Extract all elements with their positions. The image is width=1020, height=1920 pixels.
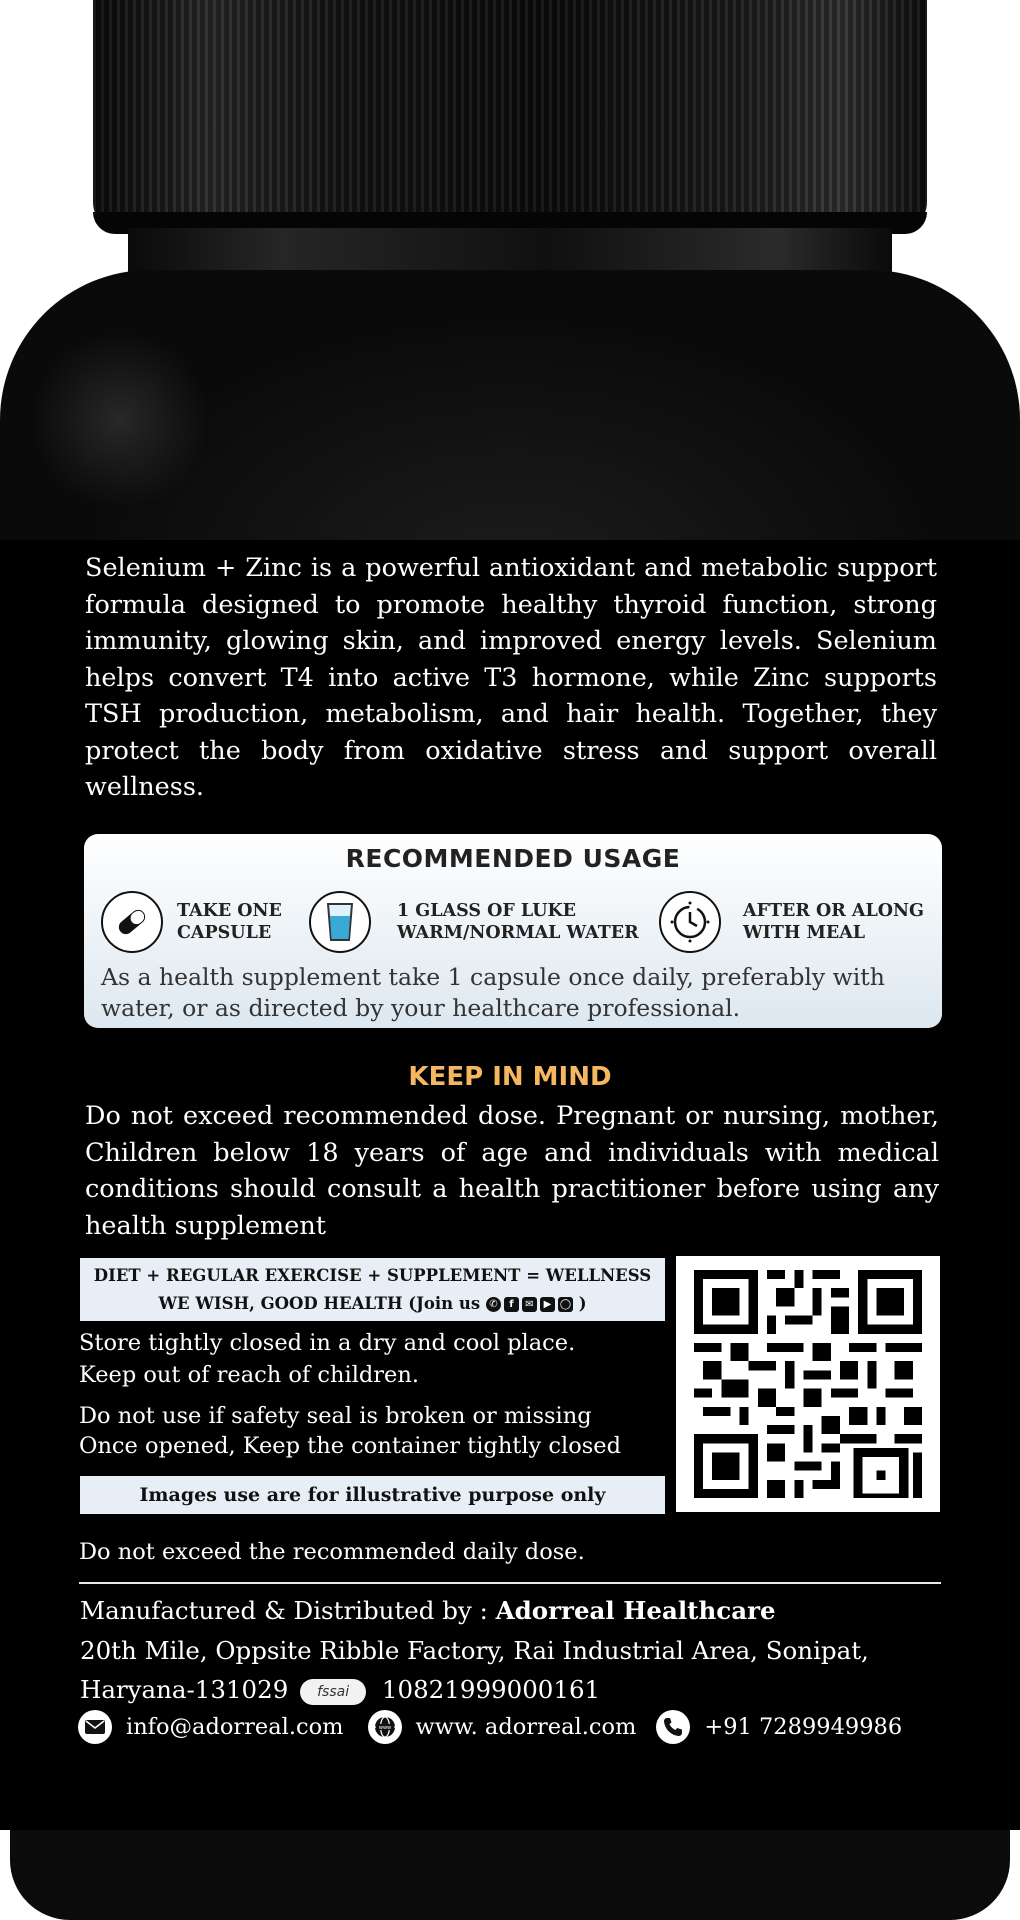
instagram-icon: ◯: [559, 1299, 572, 1310]
storage-line: Keep out of reach of children.: [79, 1362, 420, 1388]
manufacturer-line: [80, 1594, 776, 1628]
dose-warning: Do not exceed the recommended daily dose.: [79, 1539, 585, 1565]
manufacturer-label: Manufactured & Distributed by :: [80, 1596, 488, 1625]
svg-text:www: www: [378, 1725, 391, 1732]
usage-item-meal: [659, 891, 924, 953]
usage-description: As a health supplement take 1 capsule once daily, preferably with water, or as directed by your healthcare professional.: [101, 963, 885, 1022]
water-glass-icon: [309, 891, 371, 953]
motto-line1: DIET + REGULAR EXERCISE + SUPPLEMENT = WELLNESS: [93, 1266, 652, 1285]
manufacturer-address: 20th Mile, Oppsite Ribble Factory, Rai Industrial Area, Sonipat,: [80, 1636, 869, 1665]
mail-icon: ✉: [522, 1297, 537, 1312]
qr-code: [676, 1256, 940, 1512]
contact-phone[interactable]: [656, 1710, 902, 1744]
social-icons: [486, 1297, 573, 1312]
usage-item-capsule: [101, 891, 282, 953]
wellness-motto: [80, 1258, 665, 1321]
fssai-license-number: 10821999000161: [381, 1675, 601, 1704]
usage-item-line2: CAPSULE: [177, 923, 272, 943]
contact-email[interactable]: [78, 1710, 344, 1744]
product-description: Selenium + Zinc is a powerful antioxidant and metabolic support formula designed to promote healthy thyroid function, strong immunity, glowing skin, and improved energy levels. Selenium helps convert T4 into active T3 hormone, while Zinc supports TSH production, metabolism, and hair health. Together, they protect the body from oxidative stress and support overall wellness.: [85, 553, 937, 802]
usage-item-water: [309, 891, 639, 953]
youtube-icon: ▶: [540, 1297, 555, 1312]
usage-item-line2: WITH MEAL: [743, 923, 866, 943]
clock-icon: [659, 891, 721, 953]
email-icon: [78, 1710, 112, 1744]
phone-text: +91 7289949986: [704, 1714, 903, 1740]
usage-item-line2: WARM/NORMAL WATER: [397, 923, 639, 943]
usage-item-line1: TAKE ONE: [177, 901, 282, 921]
usage-item-line1: AFTER OR ALONG: [743, 901, 924, 921]
motto-line2: WE WISH, GOOD HEALTH (Join us: [158, 1294, 481, 1313]
manufacturer-name: Adorreal Healthcare: [495, 1596, 776, 1625]
recommended-usage-panel: [84, 834, 942, 1028]
usage-title: RECOMMENDED USAGE: [345, 844, 681, 873]
email-text: info@adorreal.com: [126, 1714, 344, 1740]
facebook-icon: f: [504, 1297, 519, 1312]
storage-line: Do not use if safety seal is broken or missing: [79, 1403, 592, 1429]
bottle-shoulder: [0, 270, 1020, 570]
phone-icon: [656, 1710, 690, 1744]
website-text: www. adorreal.com: [415, 1714, 637, 1740]
motto-line2-close: ): [578, 1294, 587, 1313]
capsule-icon: [101, 891, 163, 953]
storage-line: Store tightly closed in a dry and cool place.: [79, 1330, 576, 1356]
illustrative-notice: Images use are for illustrative purpose only: [80, 1476, 665, 1514]
globe-icon: [368, 1710, 402, 1744]
keep-in-mind-title: KEEP IN MIND: [408, 1062, 612, 1092]
keep-in-mind-text: Do not exceed recommended dose. Pregnant or nursing, mother, Children below 18 years of age and individuals with medical conditions should consult a health practitioner before using any health supplement: [85, 1101, 939, 1241]
manufacturer-address-line2: Haryana-131029: [80, 1675, 289, 1704]
storage-line: Once opened, Keep the container tightly closed: [79, 1433, 622, 1459]
usage-item-line1: 1 GLASS OF LUKE: [397, 901, 576, 921]
fssai-logo-icon: fssai: [300, 1679, 366, 1705]
divider: [79, 1582, 941, 1584]
bottle-base: [10, 1830, 1010, 1920]
bottle-cap: [93, 0, 927, 232]
whatsapp-icon: ✆: [486, 1297, 501, 1312]
contact-website[interactable]: [368, 1710, 637, 1744]
contact-row: [78, 1710, 902, 1744]
manufacturer-region: [80, 1673, 600, 1707]
